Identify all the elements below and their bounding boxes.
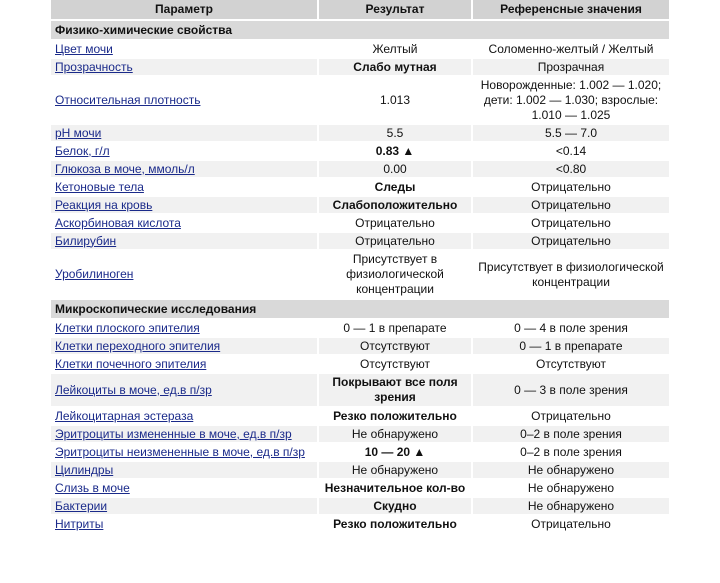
reference-cell: Новорожденные: 1.002 — 1.020; дети: 1.002 — 1.030; взрослые: 1.010 — 1.025 (473, 77, 669, 123)
parameter-cell (51, 444, 317, 460)
parameter-link[interactable]: Бактерии (55, 498, 108, 513)
result-cell: Резко положительно (319, 408, 471, 424)
table-row (51, 125, 669, 141)
parameter-cell (51, 426, 317, 442)
parameter-cell (51, 197, 317, 213)
reference-cell: Отрицательно (473, 197, 669, 213)
table-row (51, 408, 669, 424)
parameter-cell (51, 462, 317, 478)
result-cell: Незначительное кол-во (319, 480, 471, 496)
table-row (51, 374, 669, 406)
parameter-cell (51, 161, 317, 177)
section-title: Физико-химические свойства (51, 21, 669, 39)
header-parameter: Параметр (51, 0, 317, 19)
parameter-link[interactable]: Реакция на кровь (55, 197, 153, 212)
reference-cell: 0 — 3 в поле зрения (473, 374, 669, 406)
result-cell: Резко положительно (319, 516, 471, 532)
reference-cell: Не обнаружено (473, 462, 669, 478)
reference-cell: 5.5 — 7.0 (473, 125, 669, 141)
table-row (51, 143, 669, 159)
parameter-link[interactable]: Клетки переходного эпителия (55, 338, 221, 353)
table-row (51, 462, 669, 478)
table-header-row (51, 0, 669, 19)
parameter-cell (51, 251, 317, 298)
parameter-cell (51, 77, 317, 123)
parameter-link[interactable]: Лейкоцитарная эстераза (55, 408, 194, 423)
result-cell: Не обнаружено (319, 426, 471, 442)
header-reference: Референсные значения (473, 0, 669, 19)
parameter-cell (51, 320, 317, 336)
parameter-cell (51, 374, 317, 406)
result-cell: 1.013 (319, 77, 471, 123)
parameter-link[interactable]: Лейкоциты в моче, ед.в п/зр (55, 382, 212, 397)
reference-cell: Прозрачная (473, 59, 669, 75)
header-result: Результат (319, 0, 471, 19)
parameter-cell (51, 179, 317, 195)
reference-cell: <0.80 (473, 161, 669, 177)
table-row (51, 251, 669, 298)
reference-cell: Не обнаружено (473, 480, 669, 496)
parameter-link[interactable]: Глюкоза в моче, ммоль/л (55, 161, 195, 176)
reference-cell: 0 — 4 в поле зрения (473, 320, 669, 336)
parameter-cell (51, 143, 317, 159)
parameter-link[interactable]: Белок, г/л (55, 143, 110, 158)
table-row (51, 426, 669, 442)
parameter-link[interactable]: Эритроциты измененные в моче, ед.в п/зр (55, 426, 292, 441)
table-row (51, 197, 669, 213)
result-cell: Следы (319, 179, 471, 195)
result-cell: 0.83 ▲ (319, 143, 471, 159)
result-cell: Отрицательно (319, 215, 471, 231)
reference-cell: Отрицательно (473, 516, 669, 532)
parameter-cell (51, 233, 317, 249)
parameter-link[interactable]: Эритроциты неизмененные в моче, ед.в п/зр (55, 444, 305, 459)
table-row (51, 356, 669, 372)
reference-cell: Соломенно-желтый / Желтый (473, 41, 669, 57)
table-row (51, 516, 669, 532)
section-title: Микроскопические исследования (51, 300, 669, 318)
result-cell: Отсутствуют (319, 356, 471, 372)
parameter-cell (51, 125, 317, 141)
result-cell: 5.5 (319, 125, 471, 141)
parameter-link[interactable]: Клетки плоского эпителия (55, 320, 200, 335)
parameter-link[interactable]: Клетки почечного эпителия (55, 356, 207, 371)
table-row (51, 444, 669, 460)
parameter-cell (51, 356, 317, 372)
section-header-row (51, 21, 669, 39)
reference-cell: Отрицательно (473, 215, 669, 231)
parameter-cell (51, 408, 317, 424)
parameter-cell (51, 41, 317, 57)
result-cell: Скудно (319, 498, 471, 514)
parameter-cell (51, 480, 317, 496)
result-cell: Присутствует в физиологической концентрации (319, 251, 471, 298)
parameter-link[interactable]: Кетоновые тела (55, 179, 144, 194)
parameter-cell (51, 59, 317, 75)
result-cell: Покрывают все поля зрения (319, 374, 471, 406)
result-cell: Слабо мутная (319, 59, 471, 75)
reference-cell: 0–2 в поле зрения (473, 444, 669, 460)
table-row (51, 320, 669, 336)
result-cell: 0 — 1 в препарате (319, 320, 471, 336)
table-row (51, 233, 669, 249)
reference-cell: Отрицательно (473, 233, 669, 249)
parameter-link[interactable]: Нитриты (55, 516, 104, 531)
parameter-cell (51, 338, 317, 354)
result-cell: Слабоположительно (319, 197, 471, 213)
table-row (51, 338, 669, 354)
result-cell: 0.00 (319, 161, 471, 177)
result-cell: Не обнаружено (319, 462, 471, 478)
result-cell: Отсутствуют (319, 338, 471, 354)
section-header-row (51, 300, 669, 318)
result-cell: Желтый (319, 41, 471, 57)
parameter-link[interactable]: Прозрачность (55, 59, 133, 74)
table-row (51, 41, 669, 57)
parameter-link[interactable]: Цилиндры (55, 462, 114, 477)
parameter-link[interactable]: Аскорбиновая кислота (55, 215, 181, 230)
parameter-link[interactable]: Уробилиноген (55, 267, 134, 281)
parameter-cell (51, 215, 317, 231)
parameter-link[interactable]: Цвет мочи (55, 41, 113, 56)
table-row (51, 480, 669, 496)
parameter-link[interactable]: Относительная плотность (55, 92, 201, 107)
reference-cell: <0.14 (473, 143, 669, 159)
lab-results-table-container (49, 0, 671, 534)
table-row (51, 179, 669, 195)
reference-cell: Отсутствуют (473, 356, 669, 372)
reference-cell: 0 — 1 в препарате (473, 338, 669, 354)
table-row (51, 59, 669, 75)
reference-cell: Присутствует в физиологической концентрации (473, 251, 669, 298)
result-cell: 10 — 20 ▲ (319, 444, 471, 460)
reference-cell: Отрицательно (473, 408, 669, 424)
parameter-link[interactable]: Слизь в моче (55, 480, 130, 495)
parameter-cell (51, 516, 317, 532)
lab-results-table (49, 0, 671, 534)
table-row (51, 498, 669, 514)
table-row (51, 215, 669, 231)
reference-cell: 0–2 в поле зрения (473, 426, 669, 442)
table-row (51, 77, 669, 123)
parameter-link[interactable]: Билирубин (55, 233, 117, 248)
reference-cell: Отрицательно (473, 179, 669, 195)
parameter-link[interactable]: pH мочи (55, 125, 102, 140)
parameter-cell (51, 498, 317, 514)
result-cell: Отрицательно (319, 233, 471, 249)
table-row (51, 161, 669, 177)
reference-cell: Не обнаружено (473, 498, 669, 514)
